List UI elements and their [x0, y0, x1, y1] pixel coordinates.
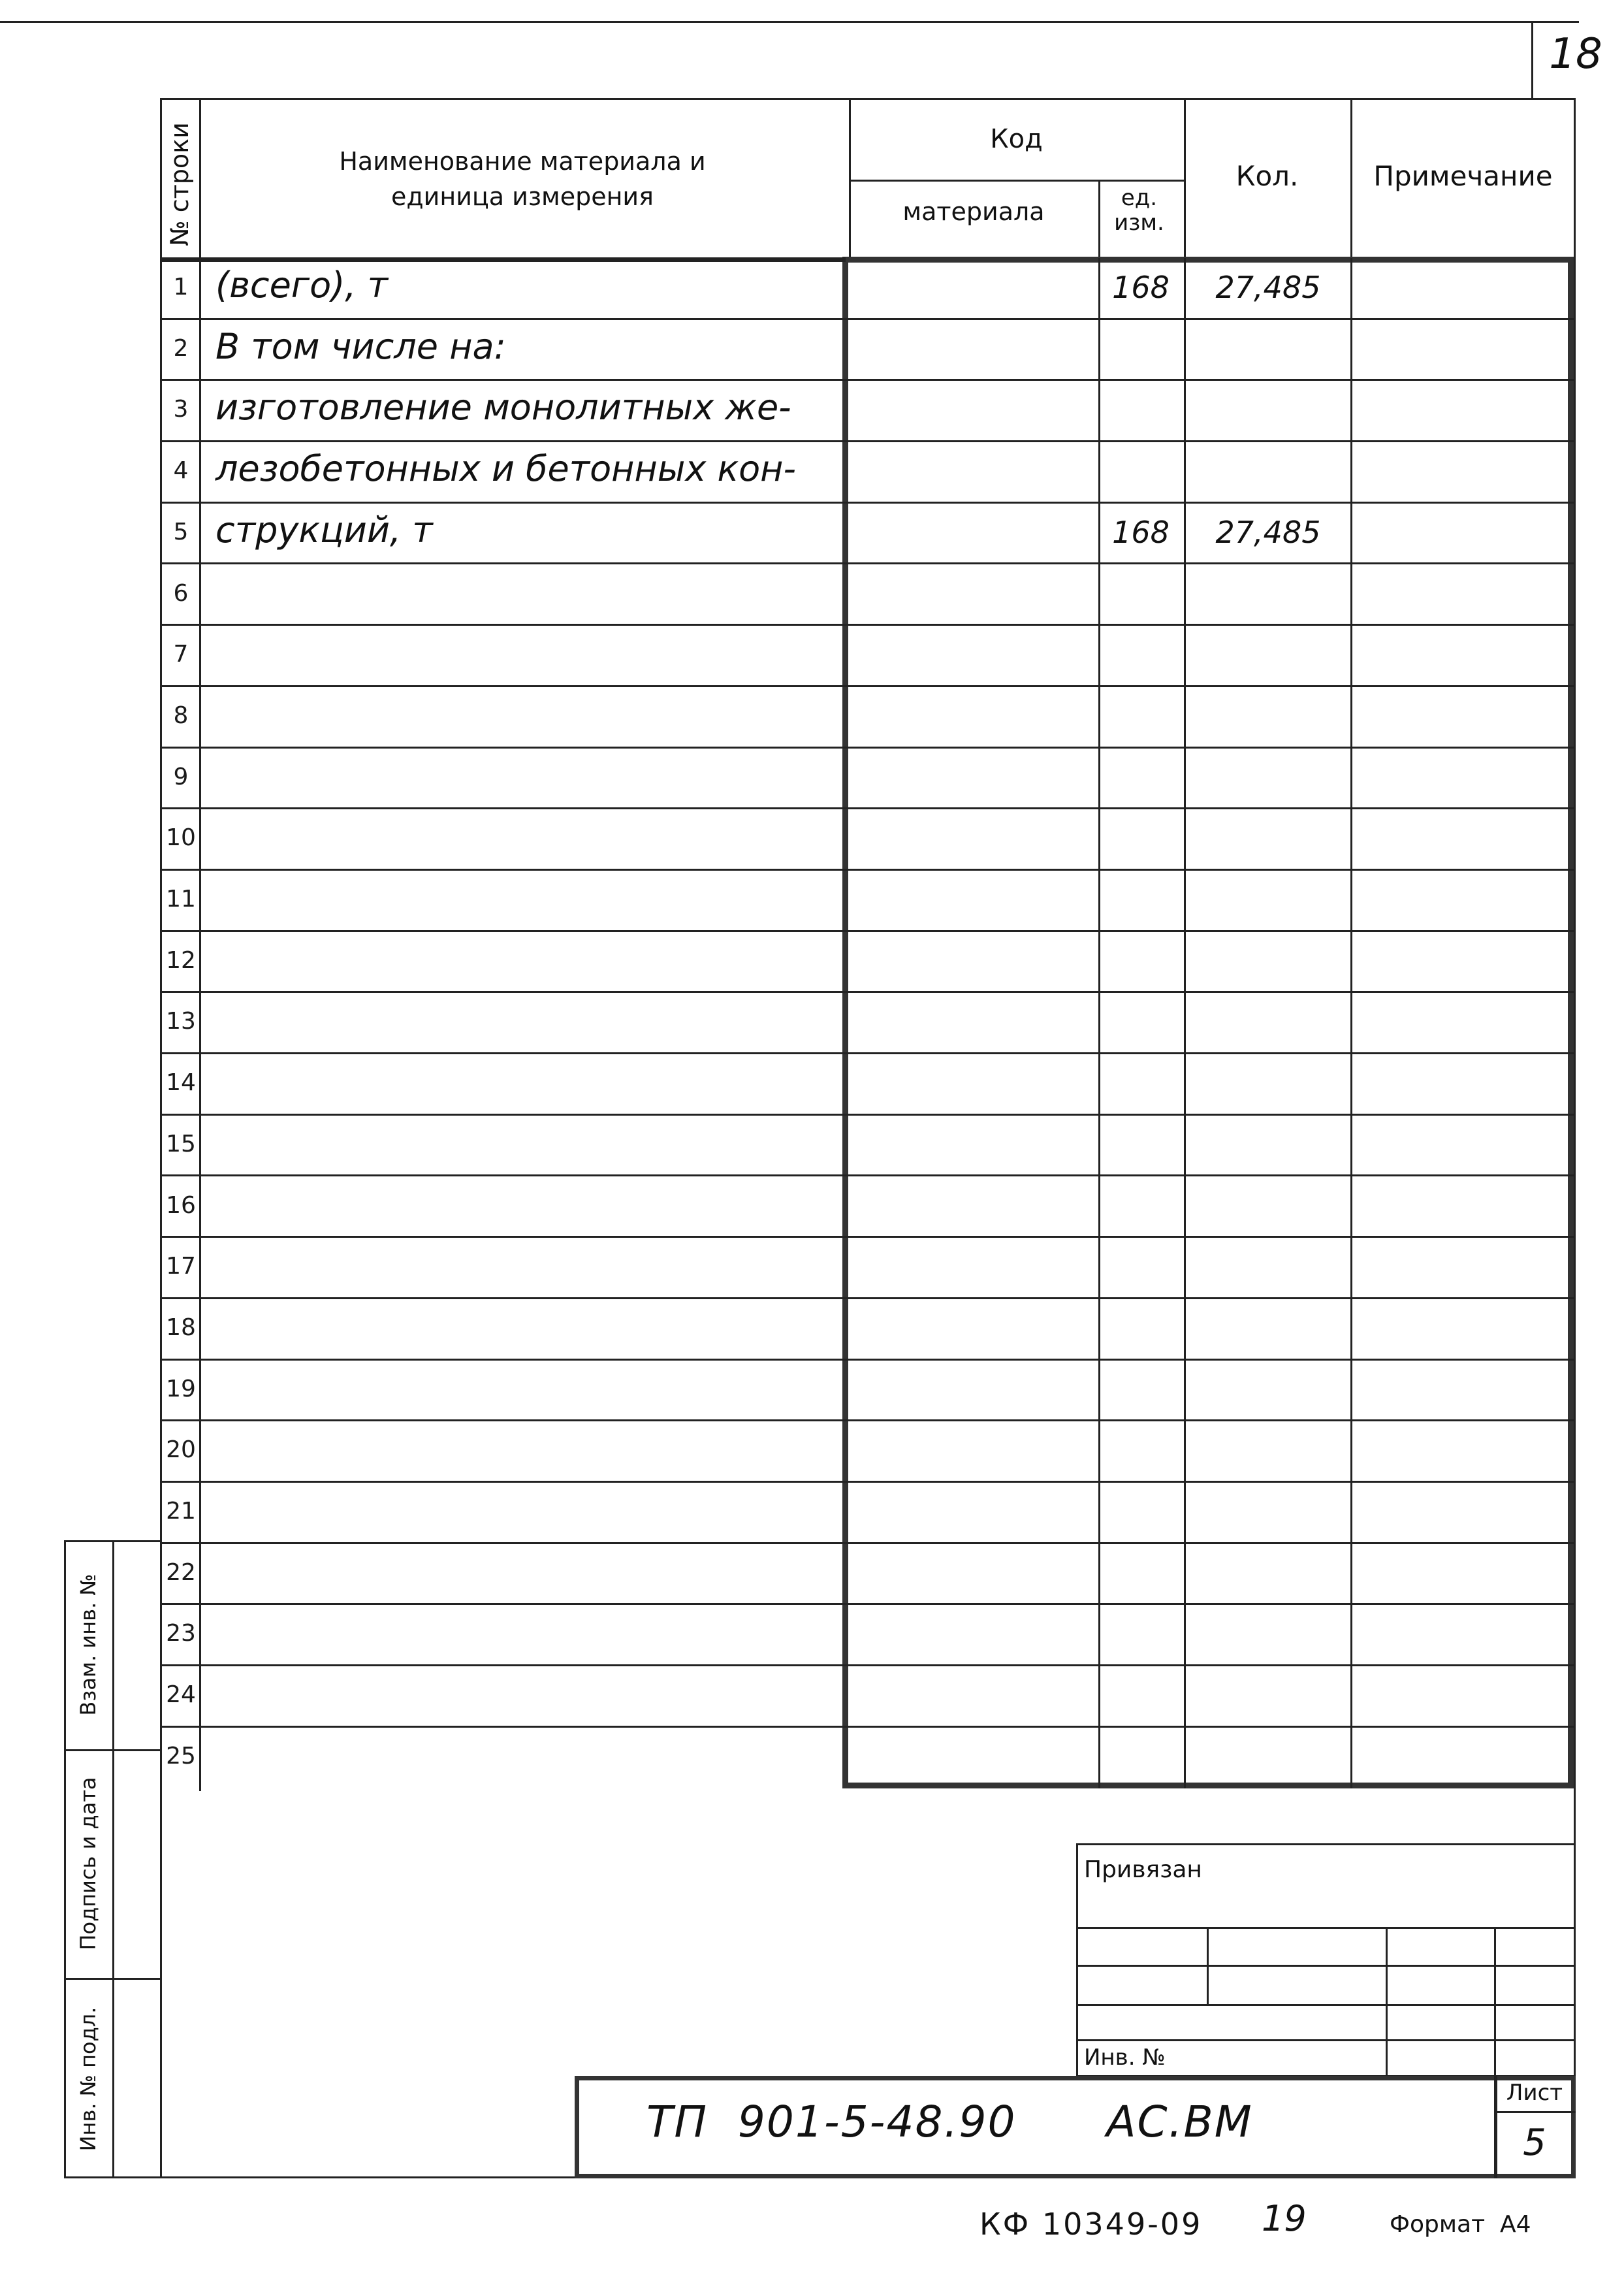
row-material-name: струкций, т — [215, 509, 433, 551]
row-number: 24 — [166, 1681, 196, 1709]
row-material-name: лезобетонных и бетонных кон- — [215, 448, 796, 490]
row-number: 16 — [166, 1191, 196, 1219]
row-number: 3 — [173, 396, 189, 423]
table-row — [0, 564, 1624, 626]
table-row — [0, 1482, 1624, 1543]
table-row — [0, 442, 1624, 503]
row-number: 11 — [166, 886, 196, 913]
row-number: 10 — [166, 824, 196, 852]
row-number: 6 — [173, 579, 189, 607]
table-row — [0, 1666, 1624, 1727]
side-stamp-inv-podl: Инв. № подл. — [76, 2007, 101, 2152]
designation-list-split — [1494, 2111, 1576, 2113]
table-row — [0, 1237, 1624, 1299]
side-stamp-inner-line — [112, 1540, 114, 2178]
designation-text: ТП 901-5-48.90 АС.ВМ — [646, 2097, 1253, 2147]
table-row — [0, 931, 1624, 993]
row-number: 25 — [166, 1742, 196, 1769]
table-row — [0, 1421, 1624, 1482]
header-material: материала — [902, 197, 1045, 226]
header-row-no: № строки — [165, 122, 194, 246]
header-unit: ед. изм. — [1114, 185, 1164, 236]
row-number: 17 — [166, 1253, 196, 1280]
privyazan-col-3 — [1494, 1927, 1496, 2077]
table-row — [0, 258, 1624, 319]
privyazan-col-1 — [1207, 1927, 1209, 2004]
row-number: 13 — [166, 1008, 196, 1035]
table-row — [0, 1054, 1624, 1115]
privyazan-line-3 — [1076, 2004, 1576, 2006]
top-border-line — [0, 21, 1579, 23]
row-number: 5 — [173, 518, 189, 545]
table-row — [0, 625, 1624, 687]
row-number: 14 — [166, 1069, 196, 1097]
side-stamp-vzam: Взам. инв. № — [76, 1574, 101, 1716]
side-stamp-podpis: Подпись и дата — [76, 1777, 101, 1950]
row-number: 4 — [173, 457, 189, 485]
table-row — [0, 1604, 1624, 1666]
header-name: Наименование материала и единица измерения — [339, 147, 706, 211]
privyazan-line-4 — [1076, 2039, 1576, 2041]
table-row — [0, 809, 1624, 870]
header-note: Примечание — [1373, 160, 1553, 192]
table-row — [0, 380, 1624, 442]
table-row — [0, 687, 1624, 748]
format-label: Формат А4 — [1390, 2211, 1531, 2238]
row-number: 23 — [166, 1620, 196, 1647]
row-material-name: изготовление монолитных же- — [215, 387, 791, 428]
row-number: 18 — [166, 1314, 196, 1341]
table-row — [0, 1727, 1624, 1788]
row-unit-code: 168 — [1112, 270, 1170, 305]
privyazan-col-2 — [1386, 1927, 1388, 2077]
row-number: 15 — [166, 1130, 196, 1157]
row-number: 21 — [166, 1498, 196, 1525]
privyazan-line-1 — [1076, 1927, 1576, 1929]
table-row — [0, 870, 1624, 931]
archive-code: КФ 10349-09 — [979, 2206, 1203, 2242]
row-number: 12 — [166, 946, 196, 974]
table-row — [0, 1176, 1624, 1238]
header-code-split — [849, 180, 1184, 182]
table-row — [0, 992, 1624, 1054]
row-number: 7 — [173, 641, 189, 668]
row-number: 22 — [166, 1559, 196, 1586]
row-number: 8 — [173, 702, 189, 729]
side-stamp-split-1 — [64, 1749, 162, 1751]
sheet-corner-number: 18 — [1549, 30, 1602, 78]
row-number: 20 — [166, 1436, 196, 1464]
table-row — [0, 1543, 1624, 1605]
row-number: 2 — [173, 334, 189, 362]
row-quantity: 27,485 — [1215, 514, 1321, 550]
row-material-name: (всего), т — [215, 265, 389, 306]
header-col-line-5 — [1098, 180, 1100, 261]
table-row — [0, 1299, 1624, 1360]
inv-no-label: Инв. № — [1084, 2044, 1166, 2071]
row-number: 1 — [173, 274, 189, 300]
header-qty: Кол. — [1235, 160, 1299, 192]
list-value: 5 — [1523, 2122, 1546, 2164]
page-number: 19 — [1262, 2198, 1307, 2239]
privyazan-label: Привязан — [1084, 1856, 1202, 1883]
table-row — [0, 1360, 1624, 1421]
header-code: Код — [990, 124, 1043, 154]
list-label: Лист — [1506, 2080, 1563, 2106]
row-material-name: В том числе на: — [215, 325, 506, 367]
table-row — [0, 503, 1624, 564]
row-quantity: 27,485 — [1215, 270, 1321, 305]
table-row — [0, 748, 1624, 809]
privyazan-line-2 — [1076, 1965, 1576, 1967]
corner-box-line — [1531, 21, 1533, 99]
table-row — [0, 1115, 1624, 1176]
table-row — [0, 319, 1624, 381]
row-number: 19 — [166, 1375, 196, 1402]
row-number: 9 — [173, 763, 189, 790]
row-unit-code: 168 — [1112, 514, 1170, 550]
